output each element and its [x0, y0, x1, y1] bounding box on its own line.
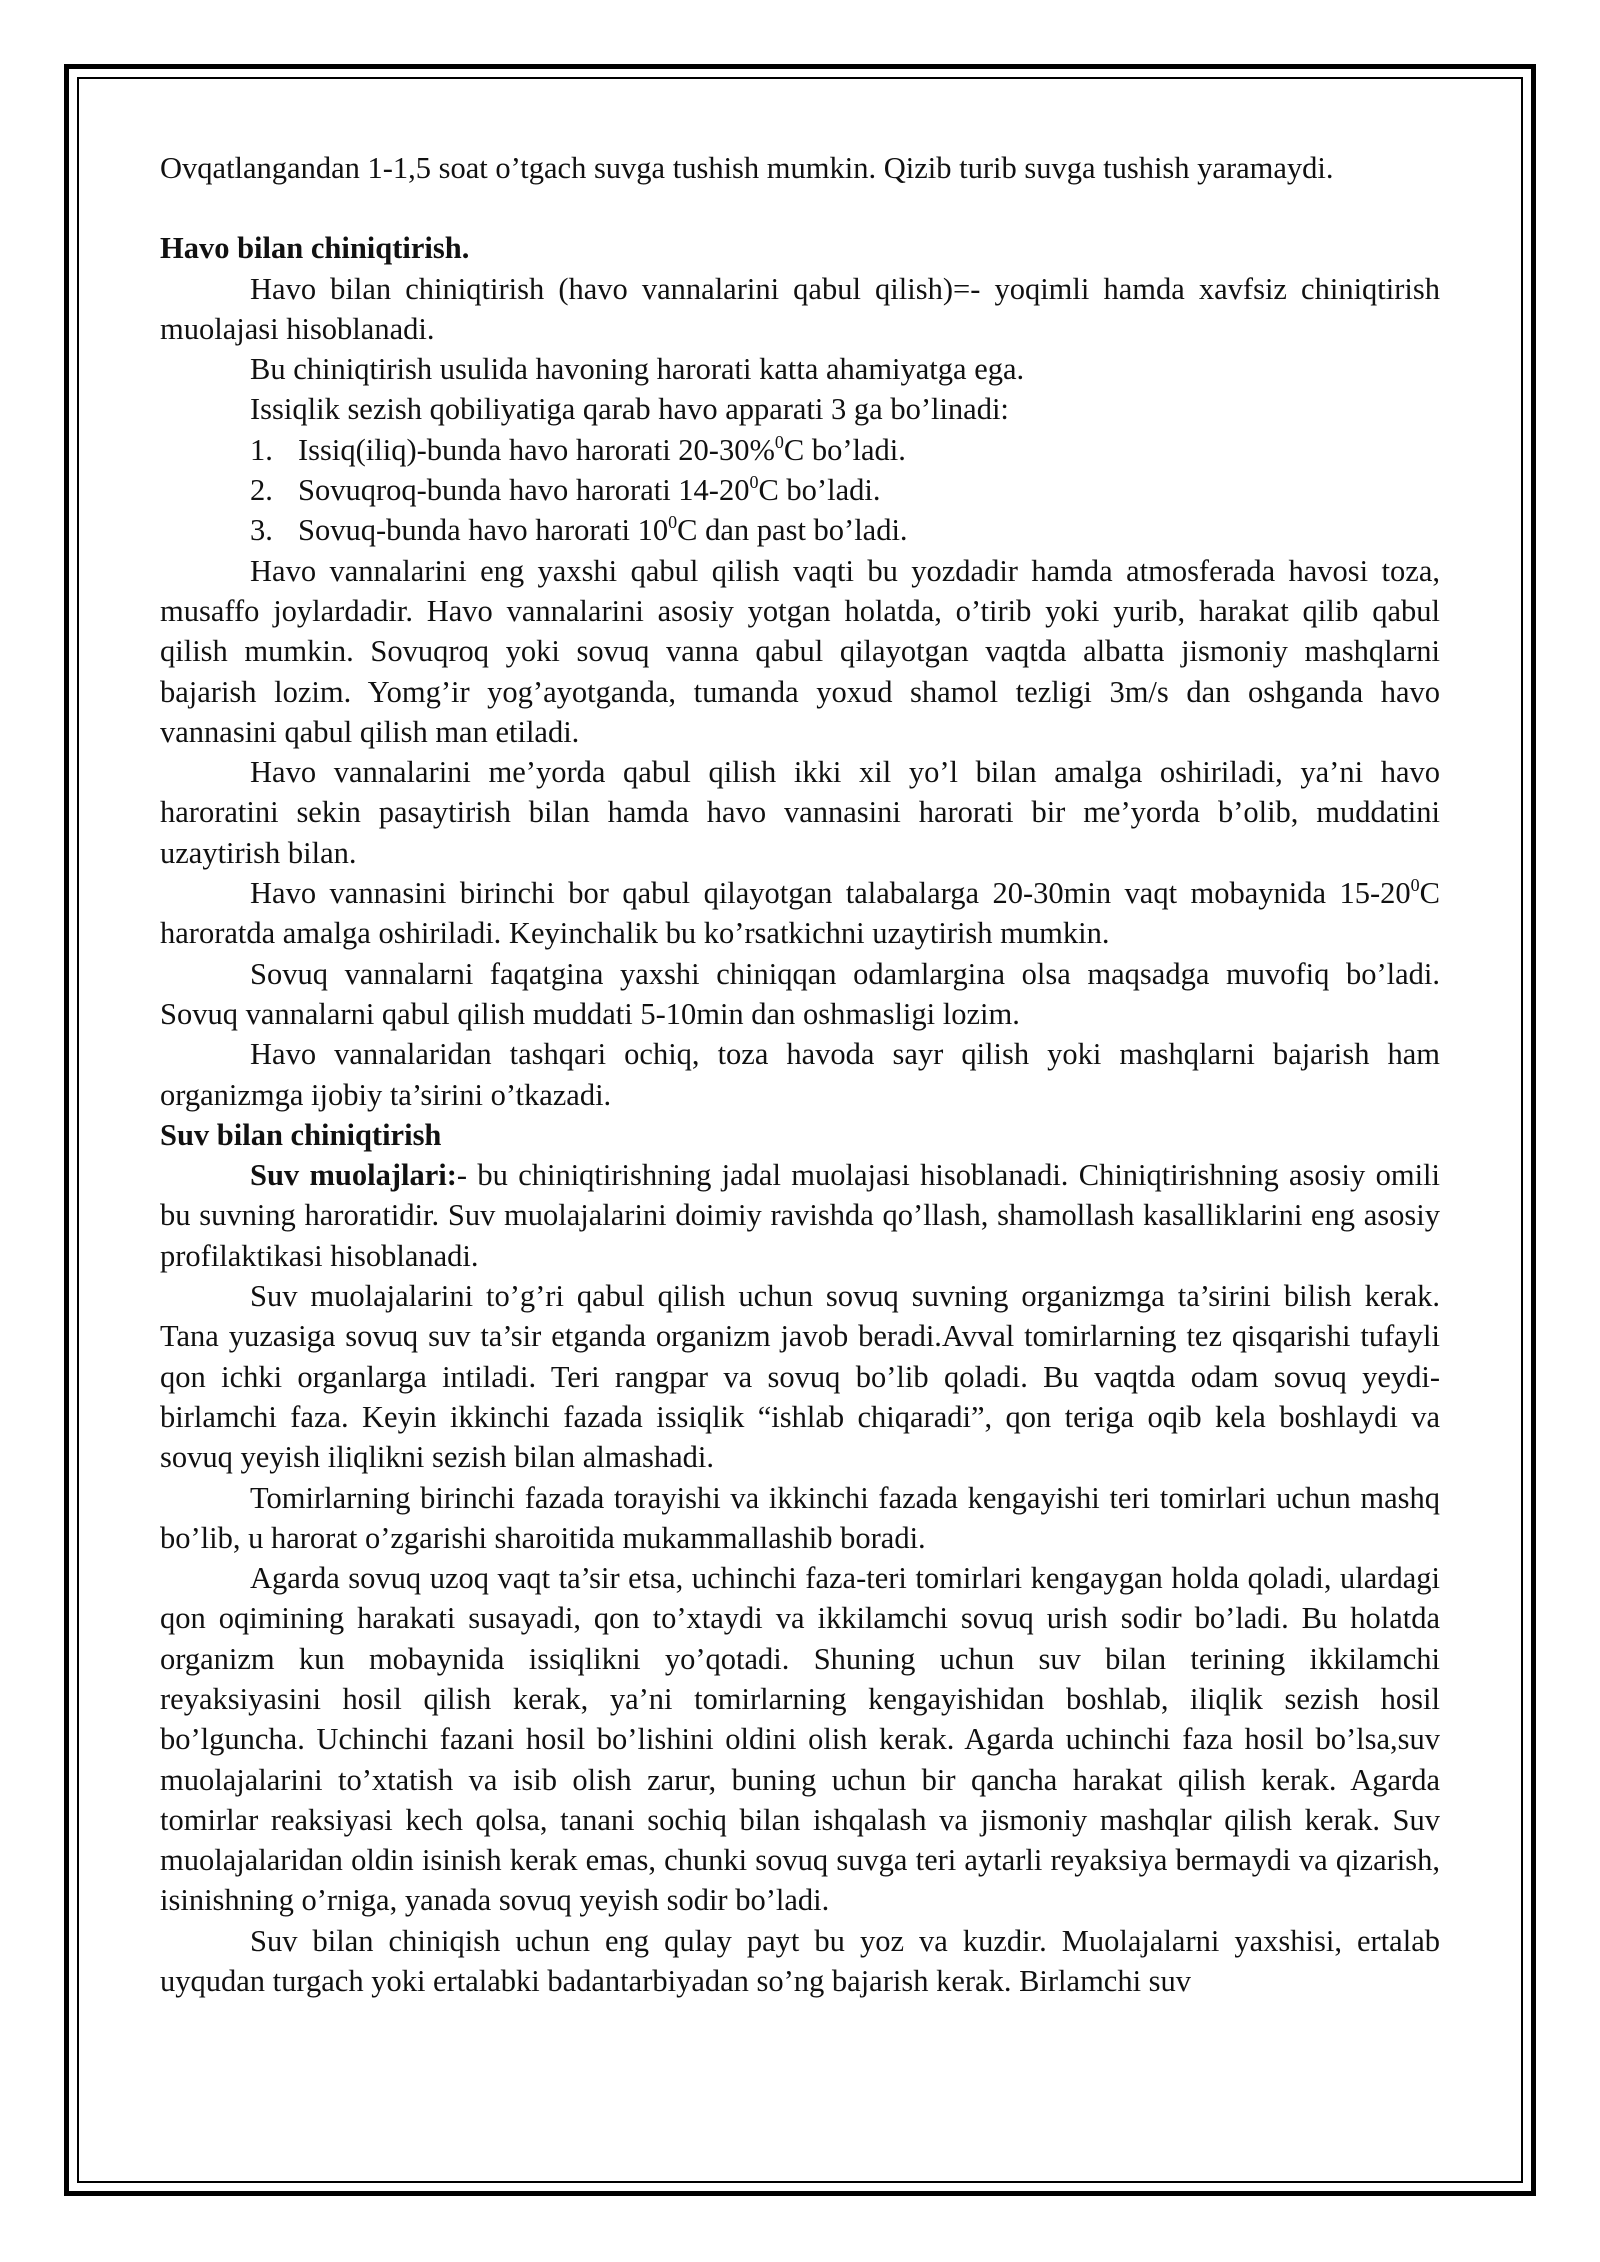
heading-water-hardening: Suv bilan chiniqtirish [160, 1117, 442, 1152]
paragraph-water-1 [160, 1155, 1440, 1276]
paragraph-air-4: Havo vannalarini eng yaxshi qabul qilish vaqti bu yozdadir hamda atmosferada havosi toza, musaffo joylardadir. Havo vannalarini asosiy yotgan holatda, o’tirib yoki yurib, harakat qilib qabul qilish mumkin. Sovuqroq yoki sovuq vanna qabul qilayotgan vaqtda albatta jismoniy mashqlarni bajarish lozim. Yomg’ir yog’ayotganda, tumanda yoxud shamol tezligi 3m/s dan oshganda havo vannasini qabul qilish man etiladi. [160, 553, 1440, 749]
document-body [160, 148, 1440, 2001]
list-item [250, 430, 1440, 470]
list-text: Sovuq-bunda havo harorati 10 [298, 513, 669, 548]
list-number: 1. [250, 432, 273, 467]
paragraph-water-4: Agarda sovuq uzoq vaqt ta’sir etsa, uchinchi faza-teri tomirlari kengaygan holda qoladi, ulardagi qon oqimining harakati susayadi, qon to’xtaydi va ikkilamchi sovuq urish sodir bo’ladi. Bu holatda organizm kun mobaynida issiqlikni yo’qotadi. Shuning uchun suv bilan terining ikkilamchi reyaksiyasini hosil qilish kerak, ya’ni tomirlarning kengayishidan boshlab, iliqlik sezish hosil bo’lguncha. Uchinchi fazani hosil bo’lishini oldini olish kerak. Agarda uchinchi faza hosil bo’lsa,suv muolajalarini to’xtatish va isib olish zarur, buning uchun bir qancha harakat qilish kerak. Agarda tomirlar reaksiyasi kech qolsa, tanani sochiq bilan ishqalash va jismoniy mashqlar qilish kerak. Suv muolajalaridan oldin isinish kerak emas, chunki sovuq suvga teri aytarli reyaksiya bermaydi va qizarish, isinishning o’rniga, yanada sovuq yeyish sodir bo’ladi. [160, 1561, 1440, 1918]
degree-sup: 0 [668, 512, 678, 533]
list-text-after: C bo’ladi. [783, 432, 906, 467]
list-item [250, 470, 1440, 510]
degree-sup: 0 [1410, 875, 1420, 896]
paragraph-air-8: Havo vannalaridan tashqari ochiq, toza havoda sayr qilish yoki mashqlarni bajarish ham organizmga ijobiy ta’sirini o’tkazadi. [160, 1037, 1440, 1112]
list-text: Issiq(iliq)-bunda havo harorati 20-30% [298, 432, 775, 467]
paragraph-air-6 [160, 873, 1440, 954]
paragraph-air-2: Bu chiniqtirish usulida havoning harorati katta ahamiyatga ega. [250, 352, 1025, 387]
paragraph-air-3: Issiqlik sezish qobiliyatiga qarab havo apparati 3 ga bo’linadi: [250, 392, 1009, 427]
list-item [250, 510, 1440, 550]
list-text-after: C dan past bo’ladi. [677, 513, 908, 548]
list-text-after: C bo’ladi. [758, 473, 881, 508]
text-run: - bu chiniqtirishning jadal muolajasi hisoblanadi. Chiniqtirishning asosiy omili bu suvning haroratidir. Suv muolajalarini doimiy ravishda qo’llash, shamollash kasalliklarini eng asosiy profilaktikasi hisoblanadi. [160, 1158, 1440, 1273]
list-number: 3. [250, 513, 273, 548]
paragraph-water-3: Tomirlarning birinchi fazada torayishi va ikkinchi fazada kengayishi teri tomirlari uchun mashq bo’lib, u harorat o’zgarishi sharoitida mukammallashib boradi. [160, 1480, 1440, 1555]
paragraph-water-2: Suv muolajalarini to’g’ri qabul qilish uchun sovuq suvning organizmga ta’sirini bilish kerak. Tana yuzasiga sovuq suv ta’sir etganda organizm javob beradi.Avval tomirlarning tez qisqarishi tufayli qon ichki organlarga intiladi. Teri rangpar va sovuq bo’lib qoladi. Bu vaqtda odam sovuq yeydi-birlamchi faza. Keyin ikkinchi fazada issiqlik “ishlab chiqaradi”, qon teriga oqib kela boshlaydi va sovuq yeyish iliqlikni sezish bilan almashadi. [160, 1279, 1440, 1475]
list-number: 2. [250, 473, 273, 508]
text-run: Havo vannasini birinchi bor qabul qilayotgan talabalarga 20-30min vaqt mobaynida 15-20 [250, 876, 1411, 911]
degree-sup: 0 [774, 431, 784, 452]
paragraph-air-1: Havo bilan chiniqtirish (havo vannalarini qabul qilish)=- yoqimli hamda xavfsiz chiniqtirish muolajasi hisoblanadi. [160, 271, 1440, 346]
paragraph-water-5: Suv bilan chiniqish uchun eng qulay payt bu yoz va kuzdir. Muolajalarni yaxshisi, ertalab uyqudan turgach yoki ertalabki badantarbiyadan so’ng bajarish kerak. Birlamchi suv [160, 1923, 1440, 1999]
heading-air-hardening: Havo bilan chiniqtirish. [160, 231, 470, 266]
list-text: Sovuqroq-bunda havo harorati 14-20 [298, 473, 750, 508]
text-run: C haroratda amalga oshiriladi. Keyinchalik bu ko’rsatkichni uzaytirish mumkin. [160, 876, 1440, 951]
degree-sup: 0 [749, 472, 759, 493]
paragraph-air-7: Sovuq vannalarni faqatgina yaxshi chiniqqan odamlargina olsa maqsadga muvofiq bo’ladi. Sovuq vannalarni qabul qilish muddati 5-10min dan oshmasligi lozim. [160, 956, 1440, 1031]
paragraph-intro: Ovqatlangandan 1-1,5 soat o’tgach suvga tushish mumkin. Qizib turib suvga tushish yaramaydi. [160, 151, 1334, 185]
paragraph-air-5: Havo vannalarini me’yorda qabul qilish ikki xil yo’l bilan amalga oshiriladi, ya’ni havo haroratini sekin pasaytirish bilan hamda havo vannasini harorati bir me’yorda b’olib, muddatini uzaytirish bilan. [160, 755, 1440, 870]
temperature-list [160, 430, 1440, 551]
bold-term: Suv muolajlari: [250, 1158, 457, 1193]
